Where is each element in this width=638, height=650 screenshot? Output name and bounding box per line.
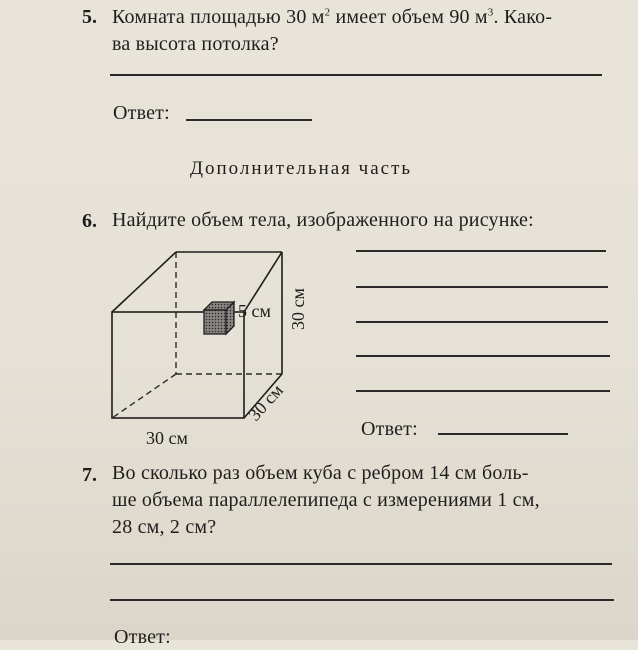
small-cube	[204, 302, 234, 334]
section-heading: Дополнительная часть	[190, 158, 413, 179]
label-small-cube: 5 см	[238, 301, 271, 321]
problem-6-work-line-2[interactable]	[356, 286, 608, 288]
problem-7-text-line-2: ше объема параллелепипеда с измерениями 1 см,	[112, 489, 540, 511]
problem-7-number: 7.	[82, 464, 97, 486]
problem-7-answer-label: Ответ:	[114, 626, 171, 648]
label-height: 30 см	[288, 288, 308, 330]
problem-5-work-line[interactable]	[110, 74, 602, 76]
cube-figure	[100, 240, 340, 460]
label-depth: 30 см	[244, 380, 288, 425]
problem-6-text: Найдите объем тела, изображенного на рисунке:	[112, 209, 534, 231]
problem-7-text-line-1: Во сколько раз объем куба с ребром 14 см боль-	[112, 462, 529, 484]
problem-5-text-line-2: ва высота потолка?	[112, 33, 279, 55]
cube-hidden-edges	[112, 252, 282, 418]
problem-5-answer-label: Ответ:	[113, 102, 170, 124]
problem-7-work-line-2[interactable]	[110, 599, 614, 601]
label-width: 30 см	[146, 428, 188, 448]
problem-6-work-line-4[interactable]	[356, 355, 610, 357]
problem-5-text-line-1: Комната площадью 30 $м^2$ имеет объем 90 $м^3$. Како-	[112, 6, 553, 28]
problem-5-number: 5.	[82, 6, 97, 28]
problem-7-work-line-1[interactable]	[110, 563, 612, 565]
problem-6-answer-line[interactable]	[438, 433, 568, 435]
problem-6-work-line-3[interactable]	[356, 321, 608, 323]
problem-5-answer-line[interactable]	[186, 119, 312, 121]
problem-6-answer-label: Ответ:	[361, 418, 418, 440]
problem-6-work-line-1[interactable]	[356, 250, 606, 252]
problem-6-number: 6.	[82, 210, 97, 232]
problem-6-work-line-5[interactable]	[356, 390, 610, 392]
problem-7-text-line-3: 28 см, 2 см?	[112, 516, 217, 538]
cube-visible-edges	[112, 252, 282, 418]
